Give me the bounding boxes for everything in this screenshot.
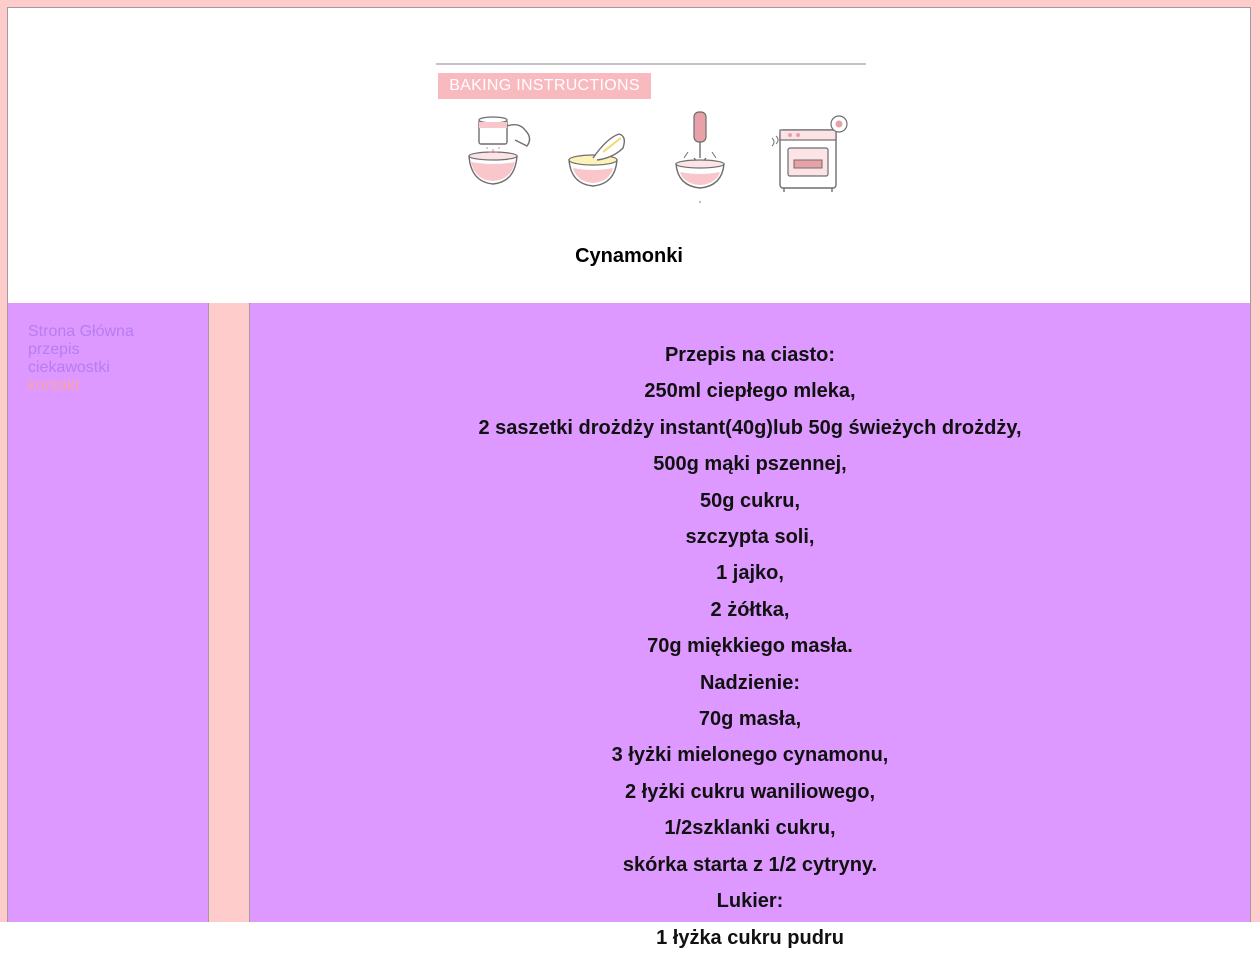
recipe-line: skórka starta z 1/2 cytryny. [622, 853, 878, 876]
hand-mixer-icon [668, 108, 748, 208]
nav-link-trivia[interactable]: ciekawostki [28, 359, 110, 376]
recipe-line: 3 łyżki mielonego cynamonu, [611, 744, 889, 767]
recipe-heading-icing: Lukier: [716, 890, 784, 913]
mixing-bowl-icon [563, 108, 643, 188]
sifting-flour-icon [463, 108, 543, 188]
sidebar [7, 303, 209, 922]
recipe-line: 250ml ciepłego mleka, [644, 380, 856, 403]
recipe-line: 50g cukru, [699, 489, 801, 512]
main-content [249, 303, 1251, 949]
recipe-line: 1/2szklanki cukru, [664, 817, 836, 840]
oven-icon [768, 108, 858, 198]
recipe-line: 500g mąki pszennej, [653, 453, 847, 476]
baking-illustrations [453, 108, 853, 208]
recipe-heading-dough: Przepis na ciasto: [664, 344, 836, 366]
recipe-line: 2 saszetki drożdży instant(40g)lub 50g świeżych drożdży, [478, 416, 1022, 439]
recipe-line: 2 łyżki cukru waniliowego, [624, 780, 876, 803]
nav-link-contact[interactable]: kontakt [28, 377, 80, 394]
nav-link-recipe[interactable]: przepis [28, 341, 80, 358]
page-title: Cynamonki [575, 245, 683, 267]
recipe-line: 2 żółtka, [710, 598, 790, 621]
banner-label: BAKING INSTRUCTIONS [438, 73, 651, 99]
recipe-line: 1 jajko, [716, 562, 784, 585]
banner-divider [436, 63, 866, 65]
recipe-line: 1 łyżka cukru pudru [656, 926, 844, 949]
header [7, 7, 1251, 304]
recipe-list [250, 303, 1250, 956]
column-spacer [209, 303, 249, 922]
recipe-line: 70g miękkiego masła. [647, 635, 853, 658]
nav-menu [28, 323, 134, 395]
recipe-line: 70g masła, [698, 708, 802, 731]
recipe-heading-filling: Nadzienie: [699, 671, 801, 694]
recipe-line: szczypta soli, [685, 526, 815, 549]
nav-link-home[interactable]: Strona Główna [28, 323, 134, 340]
